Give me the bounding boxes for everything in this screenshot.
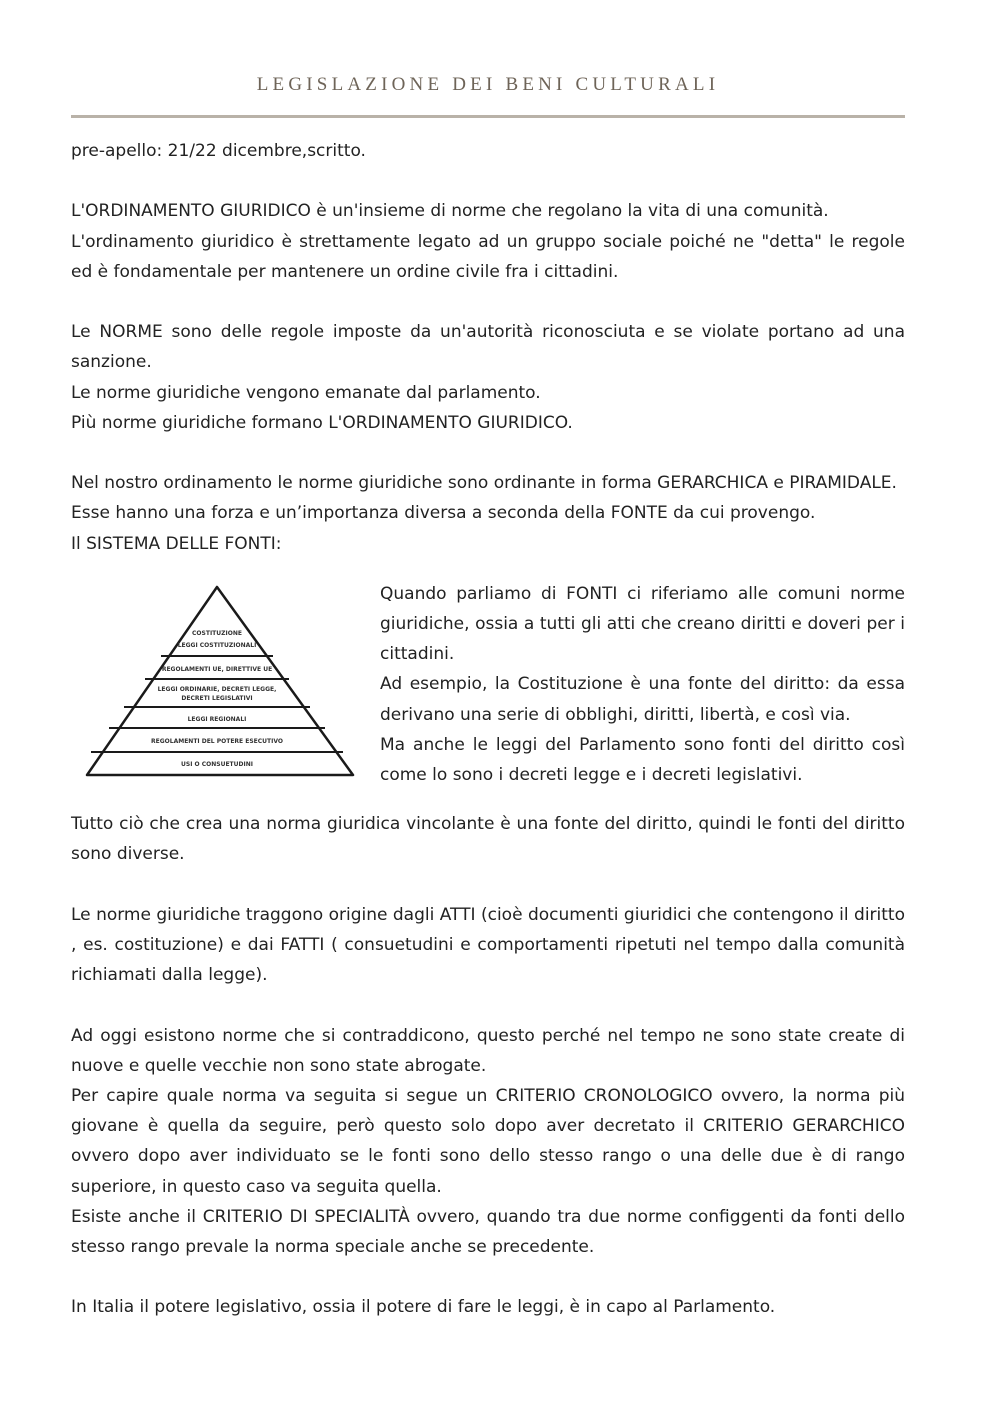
pyramid-figure [71,579,380,789]
pyramid-level-leggi-regionali: LEGGI REGIONALI [187,715,247,723]
spacer [71,166,905,196]
spacer [71,870,905,900]
pyramid-outline [87,587,353,775]
paragraph-norme-definition: Le NORME sono delle regole imposte da un'autorità riconosciuta e se violate portano ad una sanzione. [71,322,905,373]
pyramid-level-costituzione: COSTITUZIONE [192,629,242,637]
paragraph-ordinamento-social: L'ordinamento giuridico è strettamente legato ad un gruppo sociale poiché ne "detta" le regole ed è fondamentale per mantenere un ordine civile fra i cittadini. [71,231,905,282]
document-body [71,136,905,1323]
pyramid-level-leggi-costituzionali: LEGGI COSTITUZIONALI [177,641,257,649]
pyramid-level-leggi-ordinarie: LEGGI ORDINARIE, DECRETI LEGGE, [157,685,277,693]
paragraph-gerarchia: Nel nostro ordinamento le norme giuridiche sono ordinante in forma GERARCHICA e PIRAMIDALE. [71,473,897,494]
spacer [71,438,905,468]
fonti-section [71,579,905,790]
paragraph-pre-appello: pre-apello: 21/22 dicembre,scritto. [71,141,366,161]
pyramid-level-decreti-legislativi: DECRETI LEGISLATIVI [181,694,253,702]
pyramid-diagram [71,583,361,779]
paragraph-forza-fonte: Esse hanno una forza e un’importanza diversa a seconda della FONTE da cui provengo. [71,503,816,524]
paragraph-norme-ordinamento: Più norme giuridiche formano L'ORDINAMENTO GIURIDICO. [71,412,573,433]
pyramid-level-regolamenti-ue: REGOLAMENTI UE, DIRETTIVE UE [161,665,273,673]
paragraph-leggi-parlamento: Ma anche le leggi del Parlamento sono fonti del diritto così come lo sono i decreti legge e i decreti legislativi. [380,734,905,786]
paragraph-fonte-diritto: Tutto ciò che crea una norma giuridica vincolante è una fonte del diritto, quindi le fonti del diritto sono diverse. [71,814,905,865]
page-header-title: LEGISLAZIONE DEI BENI CULTURALI [256,74,720,95]
paragraph-potere-legislativo: In Italia il potere legislativo, ossia il potere di fare le leggi, è in capo al Parlamento. [71,1297,776,1318]
pyramid-level-regolamenti-esecutivo: REGOLAMENTI DEL POTERE ESECUTIVO [151,737,283,745]
fonti-description [380,579,905,790]
spacer [71,287,905,317]
paragraph-criterio-specialita: Esiste anche il CRITERIO DI SPECIALITÀ ovvero, quando tra due norme configgenti da fonti dello stesso rango prevale la norma speciale anche se precedente. [71,1206,905,1258]
paragraph-costituzione-example: Ad esempio, la Costituzione è una fonte del diritto: da essa derivano una serie di obblighi, diritti, libertà, e così via. [380,674,905,725]
pyramid-level-usi-consuetudini: USI O CONSUETUDINI [181,760,253,768]
paragraph-criterio-cronologico: Per capire quale norma va seguita si segue un CRITERIO CRONOLOGICO ovvero, la norma più giovane è quella da seguire, però questo solo dopo aver decretato il CRITERIO GERARCHICO ovvero dopo aver individuato se le fonti sono dello stesso rango o una delle due è di rango superiore, in questo caso va seguita quella. [71,1086,905,1197]
paragraph-fonti-definition: Quando parliamo di FONTI ci riferiamo alle comuni norme giuridiche, ossia a tutti gli atti che creano diritti e doveri per i cittadini. [380,583,905,665]
spacer [71,1262,905,1292]
paragraph-atti-fatti: Le norme giuridiche traggono origine dagli ATTI (cioè documenti giuridici che contengono il diritto , es. costituzione) e dai FATTI ( consuetudini e comportamenti ripetuti nel tempo dalla comunità richiamati dalla legge). [71,904,905,986]
header-divider [71,115,905,118]
paragraph-norme-contraddittorie: Ad oggi esistono norme che si contraddicono, questo perché nel tempo ne sono state create di nuove e quelle vecchie non sono state abrogate. [71,1025,905,1076]
paragraph-norme-parlamento: Le norme giuridiche vengono emanate dal parlamento. [71,382,541,403]
paragraph-sistema-fonti: Il SISTEMA DELLE FONTI: [71,533,282,554]
spacer [71,990,905,1020]
paragraph-ordinamento-definition: L'ORDINAMENTO GIURIDICO è un'insieme di norme che regolano la vita di una comunità. [71,201,829,222]
